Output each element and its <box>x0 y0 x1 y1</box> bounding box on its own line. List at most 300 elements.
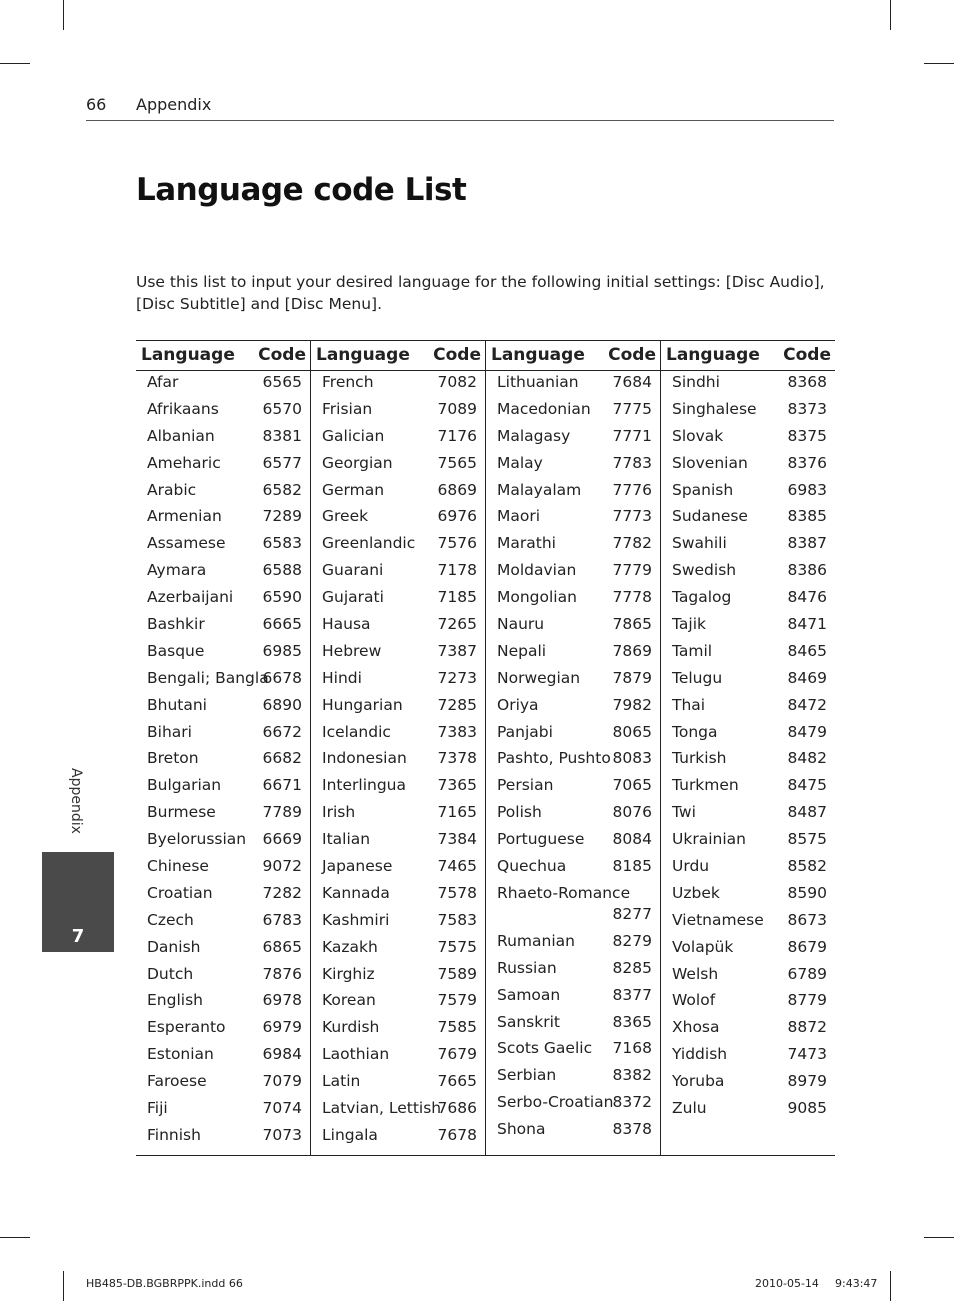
table-row <box>486 721 660 748</box>
language-name: Kurdish <box>322 1018 380 1037</box>
table-row <box>311 559 485 586</box>
language-code: 8083 <box>612 749 652 768</box>
language-code: 6671 <box>262 776 302 795</box>
language-name: Tamil <box>672 641 713 660</box>
language-code: 6682 <box>262 749 302 768</box>
crop-mark <box>890 0 891 30</box>
language-code: 7879 <box>612 668 652 687</box>
language-name: Kannada <box>322 883 390 902</box>
table-row <box>311 586 485 613</box>
language-code: 7383 <box>437 722 477 741</box>
language-code: 8372 <box>612 1093 652 1112</box>
table-column <box>486 341 661 1155</box>
language-name: Telugu <box>672 668 723 687</box>
table-row <box>661 828 835 855</box>
language-name: Shona <box>497 1120 546 1139</box>
language-code: 6665 <box>262 615 302 634</box>
language-name: Quechua <box>497 857 567 876</box>
language-code: 7289 <box>262 507 302 526</box>
table-row <box>311 425 485 452</box>
language-code-table <box>136 340 835 1156</box>
language-code: 8590 <box>787 883 827 902</box>
table-row <box>486 613 660 640</box>
table-row <box>136 909 310 936</box>
language-name: Norwegian <box>497 668 581 687</box>
language-code: 8469 <box>787 668 827 687</box>
table-row <box>311 936 485 963</box>
language-name: Slovak <box>672 426 724 445</box>
language-name: Fiji <box>147 1099 168 1118</box>
language-name: French <box>322 373 374 391</box>
language-code: 7869 <box>612 641 652 660</box>
language-code: 8378 <box>612 1120 652 1139</box>
language-name: Sindhi <box>672 373 720 391</box>
language-code: 7074 <box>262 1099 302 1118</box>
language-code: 6865 <box>262 937 302 956</box>
table-row <box>661 371 835 398</box>
language-name: Twi <box>672 803 696 822</box>
table-row <box>136 1016 310 1043</box>
table-row <box>661 479 835 506</box>
language-code: 8479 <box>787 722 827 741</box>
language-name: Bengali; Bangla <box>147 668 269 687</box>
table-row <box>136 1043 310 1070</box>
table-row <box>486 586 660 613</box>
table-row <box>311 963 485 990</box>
table-row <box>311 1070 485 1097</box>
language-code: 7079 <box>262 1072 302 1091</box>
language-code: 8387 <box>787 534 827 553</box>
language-name: Singhalese <box>672 399 757 418</box>
table-row <box>661 640 835 667</box>
language-code: 8385 <box>787 507 827 526</box>
language-name: Korean <box>322 991 376 1010</box>
language-code: 7178 <box>437 561 477 580</box>
language-name: Galician <box>322 426 385 445</box>
table-row <box>486 452 660 479</box>
language-name: Welsh <box>672 964 719 983</box>
header-language: Language <box>666 345 760 365</box>
table-row <box>136 586 310 613</box>
language-name: Tagalog <box>672 588 732 607</box>
language-name: Persian <box>497 776 554 795</box>
table-row <box>661 694 835 721</box>
running-header <box>86 94 834 121</box>
table-row <box>136 1124 310 1151</box>
table-row <box>311 721 485 748</box>
table-row <box>311 667 485 694</box>
language-code: 6789 <box>787 964 827 983</box>
table-row <box>486 425 660 452</box>
language-code: 8487 <box>787 803 827 822</box>
intro-paragraph: Use this list to input your desired language for the following initial settings: [Disc Audio], [Disc Subtitle] and [Disc Menu]. <box>136 273 825 313</box>
crop-mark <box>63 1271 64 1301</box>
header-code: Code <box>433 345 481 365</box>
language-name: Basque <box>147 641 205 660</box>
language-name: Faroese <box>147 1072 207 1091</box>
table-row <box>661 505 835 532</box>
language-name: Czech <box>147 910 194 929</box>
table-row <box>136 559 310 586</box>
table-row <box>486 828 660 855</box>
table-row <box>661 613 835 640</box>
language-code: 7465 <box>437 857 477 876</box>
table-row <box>311 774 485 801</box>
language-code: 7775 <box>612 399 652 418</box>
header-code: Code <box>608 345 656 365</box>
language-name: Vietnamese <box>672 910 764 929</box>
language-name: Irish <box>322 803 356 822</box>
language-code: 8482 <box>787 749 827 768</box>
language-name: Lithuanian <box>497 373 579 391</box>
language-code: 9072 <box>262 857 302 876</box>
table-row <box>661 989 835 1016</box>
language-name: Greek <box>322 507 369 526</box>
language-name: Estonian <box>147 1045 214 1064</box>
language-name: Lingala <box>322 1125 378 1144</box>
table-row <box>136 694 310 721</box>
language-code: 7285 <box>437 695 477 714</box>
table-row <box>486 694 660 721</box>
language-code: 6583 <box>262 534 302 553</box>
language-code: 7865 <box>612 615 652 634</box>
footer-date: 2010-05-14 <box>755 1277 819 1290</box>
table-row <box>136 613 310 640</box>
language-code: 7783 <box>612 453 652 472</box>
language-code: 6669 <box>262 830 302 849</box>
language-name: Afrikaans <box>147 399 219 418</box>
table-row <box>661 774 835 801</box>
table-row <box>486 930 660 957</box>
table-row <box>136 828 310 855</box>
column-header <box>311 341 485 371</box>
language-name: Portuguese <box>497 830 585 849</box>
language-code: 8279 <box>612 931 652 950</box>
header-code: Code <box>783 345 831 365</box>
language-name: Frisian <box>322 399 373 418</box>
table-row <box>486 667 660 694</box>
chapter-number: 7 <box>71 926 85 947</box>
language-code: 7565 <box>437 453 477 472</box>
language-name: Latvian, Lettish <box>322 1099 442 1118</box>
language-code: 7473 <box>787 1045 827 1064</box>
table-row <box>661 1097 835 1124</box>
language-code: 6678 <box>262 668 302 687</box>
language-code: 8065 <box>612 722 652 741</box>
table-row <box>311 855 485 882</box>
language-name: Latin <box>322 1072 361 1091</box>
language-name: Wolof <box>672 991 716 1010</box>
language-name: Bulgarian <box>147 776 222 795</box>
language-code: 8376 <box>787 453 827 472</box>
language-name: Dutch <box>147 964 194 983</box>
language-code: 8285 <box>612 958 652 977</box>
language-code: 7585 <box>437 1018 477 1037</box>
crop-mark <box>0 1237 30 1238</box>
table-row <box>311 1097 485 1124</box>
language-code: 7776 <box>612 480 652 499</box>
table-row <box>486 882 660 930</box>
language-code: 6890 <box>262 695 302 714</box>
table-row <box>661 909 835 936</box>
language-code: 7579 <box>437 991 477 1010</box>
language-code: 7789 <box>262 803 302 822</box>
language-name: Ameharic <box>147 453 221 472</box>
table-row <box>136 747 310 774</box>
language-name: Kazakh <box>322 937 378 956</box>
language-code: 7065 <box>612 776 652 795</box>
language-name: Macedonian <box>497 399 591 418</box>
language-name: Interlingua <box>322 776 406 795</box>
language-code: 6869 <box>437 480 477 499</box>
language-code: 7282 <box>262 883 302 902</box>
language-name: Afar <box>147 373 179 391</box>
language-code: 8185 <box>612 857 652 876</box>
language-name: Gujarati <box>322 588 384 607</box>
language-code: 8381 <box>262 426 302 445</box>
language-code: 6577 <box>262 453 302 472</box>
table-row <box>486 855 660 882</box>
table-row <box>661 425 835 452</box>
table-row <box>486 505 660 532</box>
language-code: 8475 <box>787 776 827 795</box>
header-language: Language <box>491 345 585 365</box>
language-name: Croatian <box>147 883 213 902</box>
language-code: 7679 <box>437 1045 477 1064</box>
language-name: Italian <box>322 830 371 849</box>
table-row <box>136 505 310 532</box>
language-name: Danish <box>147 937 201 956</box>
language-name: Bhutani <box>147 695 207 714</box>
language-name: Assamese <box>147 534 226 553</box>
language-name: Moldavian <box>497 561 577 580</box>
column-header <box>136 341 310 371</box>
language-name: Sudanese <box>672 507 748 526</box>
table-row <box>311 505 485 532</box>
language-name: Russian <box>497 958 557 977</box>
language-name: Hausa <box>322 615 371 634</box>
table-row <box>136 1097 310 1124</box>
table-row <box>311 801 485 828</box>
table-row <box>311 694 485 721</box>
language-code: 8368 <box>787 373 827 391</box>
language-name: English <box>147 991 203 1010</box>
language-name: Hungarian <box>322 695 403 714</box>
language-code: 6590 <box>262 588 302 607</box>
language-code: 7176 <box>437 426 477 445</box>
language-code: 8084 <box>612 830 652 849</box>
language-code: 7575 <box>437 937 477 956</box>
table-row <box>661 855 835 882</box>
language-code: 8575 <box>787 830 827 849</box>
language-code: 7771 <box>612 426 652 445</box>
language-name: Marathi <box>497 534 556 553</box>
language-code: 9085 <box>787 1099 827 1118</box>
crop-mark <box>890 1271 891 1301</box>
table-row <box>486 1091 660 1118</box>
table-row <box>311 909 485 936</box>
table-row <box>311 398 485 425</box>
language-code: 7589 <box>437 964 477 983</box>
table-row <box>136 371 310 398</box>
table-row <box>136 398 310 425</box>
language-code: 7073 <box>262 1125 302 1144</box>
language-name: Rumanian <box>497 931 575 950</box>
table-row <box>136 774 310 801</box>
table-row <box>486 559 660 586</box>
language-name: Aymara <box>147 561 207 580</box>
table-row <box>136 1070 310 1097</box>
table-row <box>136 721 310 748</box>
language-code: 7082 <box>437 373 477 391</box>
language-name: Nepali <box>497 641 547 660</box>
footer-filename: HB485-DB.BGBRPPK.indd 66 <box>86 1277 243 1290</box>
language-name: Swahili <box>672 534 727 553</box>
table-row <box>486 532 660 559</box>
language-code: 7982 <box>612 695 652 714</box>
header-language: Language <box>316 345 410 365</box>
header-code: Code <box>258 345 306 365</box>
language-code: 8582 <box>787 857 827 876</box>
language-code: 6984 <box>262 1045 302 1064</box>
language-code: 7576 <box>437 534 477 553</box>
side-tab-label: Appendix <box>68 768 84 834</box>
language-name: Serbian <box>497 1066 557 1085</box>
table-row <box>661 1070 835 1097</box>
language-name: Yiddish <box>672 1045 728 1064</box>
language-name: Bihari <box>147 722 192 741</box>
language-name: Malay <box>497 453 543 472</box>
table-row <box>661 586 835 613</box>
language-code: 7773 <box>612 507 652 526</box>
language-code: 8382 <box>612 1066 652 1085</box>
language-code: 7265 <box>437 615 477 634</box>
language-name: Oriya <box>497 695 539 714</box>
language-code: 7185 <box>437 588 477 607</box>
language-name: Hebrew <box>322 641 382 660</box>
language-name: Urdu <box>672 857 710 876</box>
table-row <box>311 828 485 855</box>
table-row <box>486 1118 660 1145</box>
chapter-tab <box>42 852 114 952</box>
table-row <box>311 1124 485 1151</box>
table-row <box>136 640 310 667</box>
language-name: Hindi <box>322 668 362 687</box>
language-code: 8465 <box>787 641 827 660</box>
language-name: Turkish <box>672 749 727 768</box>
language-name: Malagasy <box>497 426 571 445</box>
table-row <box>311 989 485 1016</box>
table-row <box>661 936 835 963</box>
table-row <box>136 989 310 1016</box>
language-code: 6582 <box>262 480 302 499</box>
table-row <box>311 532 485 559</box>
table-row <box>661 667 835 694</box>
table-row <box>486 371 660 398</box>
language-name: Greenlandic <box>322 534 416 553</box>
language-name: Panjabi <box>497 722 553 741</box>
table-column <box>661 341 835 1155</box>
language-code: 7583 <box>437 910 477 929</box>
table-row <box>661 801 835 828</box>
language-name: Volapük <box>672 937 734 956</box>
table-row <box>486 774 660 801</box>
table-row <box>136 425 310 452</box>
language-code: 8365 <box>612 1012 652 1031</box>
table-row <box>661 721 835 748</box>
column-header <box>661 341 835 371</box>
language-name: Chinese <box>147 857 209 876</box>
language-code: 7686 <box>437 1099 477 1118</box>
table-row <box>661 1043 835 1070</box>
table-row <box>311 1043 485 1070</box>
language-code: 6588 <box>262 561 302 580</box>
language-code: 6565 <box>262 373 302 391</box>
table-row <box>486 801 660 828</box>
table-row <box>661 452 835 479</box>
language-code: 8679 <box>787 937 827 956</box>
language-code: 8779 <box>787 991 827 1010</box>
section-name: Appendix <box>136 95 212 114</box>
language-name: Sanskrit <box>497 1012 560 1031</box>
language-code: 7387 <box>437 641 477 660</box>
language-name: Polish <box>497 803 542 822</box>
language-code: 8373 <box>787 399 827 418</box>
language-code: 8476 <box>787 588 827 607</box>
table-row <box>136 936 310 963</box>
table-row <box>486 747 660 774</box>
language-name: Burmese <box>147 803 216 822</box>
table-row <box>486 984 660 1011</box>
table-row <box>311 452 485 479</box>
language-name: Tonga <box>672 722 718 741</box>
language-name: Nauru <box>497 615 545 634</box>
table-column <box>136 341 311 1155</box>
language-name: Icelandic <box>322 722 391 741</box>
table-column <box>311 341 486 1155</box>
language-code: 7665 <box>437 1072 477 1091</box>
language-code: 7378 <box>437 749 477 768</box>
language-name: Breton <box>147 749 199 768</box>
table-row <box>486 1011 660 1038</box>
column-header <box>486 341 660 371</box>
language-name: Kashmiri <box>322 910 390 929</box>
table-row <box>136 855 310 882</box>
language-name: Rhaeto-Romance <box>497 883 631 902</box>
header-language: Language <box>141 345 235 365</box>
language-name: Zulu <box>672 1099 707 1118</box>
language-name: Serbo-Croatian <box>497 1093 614 1112</box>
table-row <box>136 479 310 506</box>
table-row <box>311 1016 485 1043</box>
language-code: 6978 <box>262 991 302 1010</box>
table-row <box>486 1037 660 1064</box>
language-name: Georgian <box>322 453 393 472</box>
language-code: 7684 <box>612 373 652 391</box>
language-name: Indonesian <box>322 749 407 768</box>
language-name: Kirghiz <box>322 964 375 983</box>
language-code: 6672 <box>262 722 302 741</box>
language-code: 8472 <box>787 695 827 714</box>
language-code: 6985 <box>262 641 302 660</box>
table-row <box>661 1016 835 1043</box>
table-row <box>661 882 835 909</box>
language-code: 7089 <box>437 399 477 418</box>
language-name: Ukrainian <box>672 830 746 849</box>
language-code: 8277 <box>612 904 652 923</box>
language-code: 7782 <box>612 534 652 553</box>
language-name: Samoan <box>497 985 561 1004</box>
